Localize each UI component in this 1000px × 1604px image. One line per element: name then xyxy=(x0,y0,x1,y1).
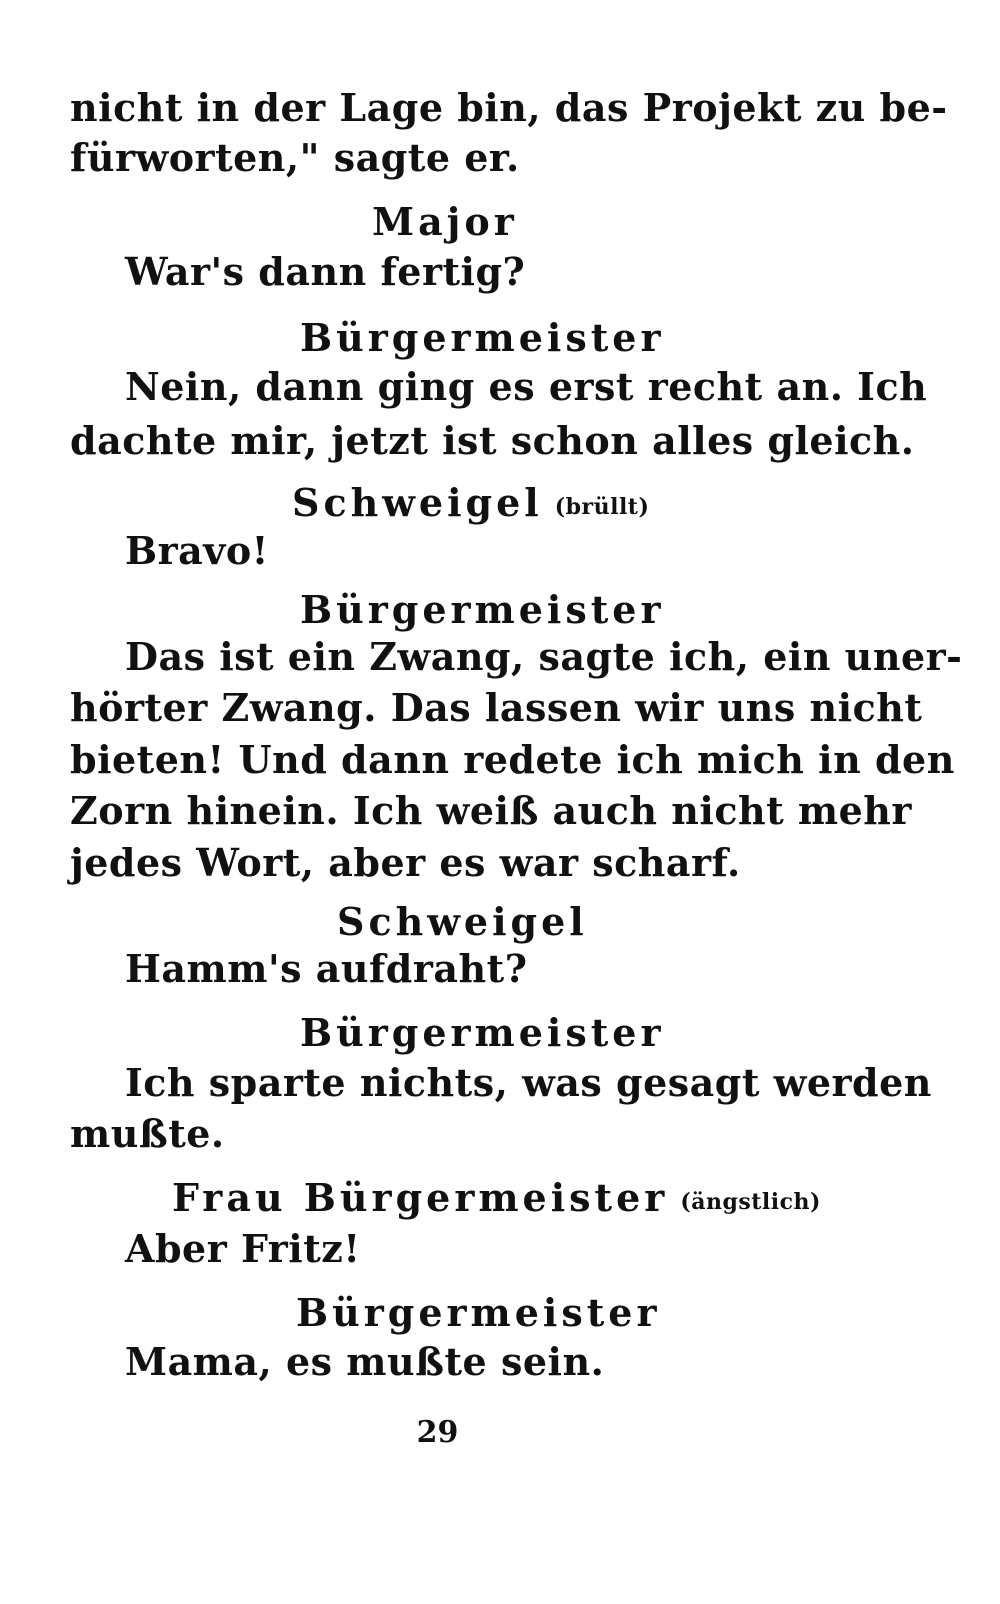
dialogue-line: Zorn hinein. Ich weiß auch nicht mehr xyxy=(70,788,912,833)
speaker-label: Major xyxy=(372,199,518,244)
dialogue-line: bieten! Und dann redete ich mich in den xyxy=(70,737,955,782)
dialogue-line: Ich sparte nichts, was gesagt werden xyxy=(125,1060,932,1105)
dialogue-line: Nein, dann ging es erst recht an. Ich xyxy=(125,364,928,409)
dialogue-line: War's dann fertig? xyxy=(125,249,526,294)
speaker-name xyxy=(0,313,1000,363)
speaker-name xyxy=(0,1288,1000,1338)
text-line: nicht in der Lage bin, das Projekt zu be- xyxy=(70,85,948,130)
speaker-label: Bürgermeister xyxy=(300,315,665,360)
dialogue-line: Mama, es mußte sein. xyxy=(125,1339,605,1384)
speaker-name xyxy=(0,585,1000,635)
speaker-name xyxy=(0,1173,1000,1227)
speaker-name xyxy=(0,1008,1000,1058)
speaker-name xyxy=(0,897,1000,947)
dialogue-line: Hamm's aufdraht? xyxy=(125,946,528,991)
speaker-label: Bürgermeister xyxy=(300,587,665,632)
page-number: 29 xyxy=(416,1415,459,1450)
speaker-label: Schweigel xyxy=(292,480,543,525)
stage-direction: (brüllt) xyxy=(554,493,650,520)
dialogue-line: Aber Fritz! xyxy=(125,1226,361,1271)
speaker-name xyxy=(0,197,1000,247)
dialogue-line: jedes Wort, aber es war scharf. xyxy=(70,840,741,885)
dialogue-line: Das ist ein Zwang, sagte ich, ein uner- xyxy=(125,634,963,679)
text-line: fürworten," sagte er. xyxy=(70,135,520,180)
stage-direction: (ängstlich) xyxy=(680,1188,821,1215)
speaker-label: Schweigel xyxy=(337,899,588,944)
dialogue-line: hörter Zwang. Das lassen wir uns nicht xyxy=(70,685,923,730)
speaker-name xyxy=(0,478,1000,532)
speaker-label: Bürgermeister xyxy=(296,1290,661,1335)
dialogue-line: dachte mir, jetzt ist schon alles gleich. xyxy=(70,418,915,463)
dialogue-line: mußte. xyxy=(70,1111,225,1156)
speaker-label: Frau Bürgermeister xyxy=(172,1175,669,1220)
speaker-label: Bürgermeister xyxy=(300,1010,665,1055)
dialogue-line: Bravo! xyxy=(125,528,269,573)
